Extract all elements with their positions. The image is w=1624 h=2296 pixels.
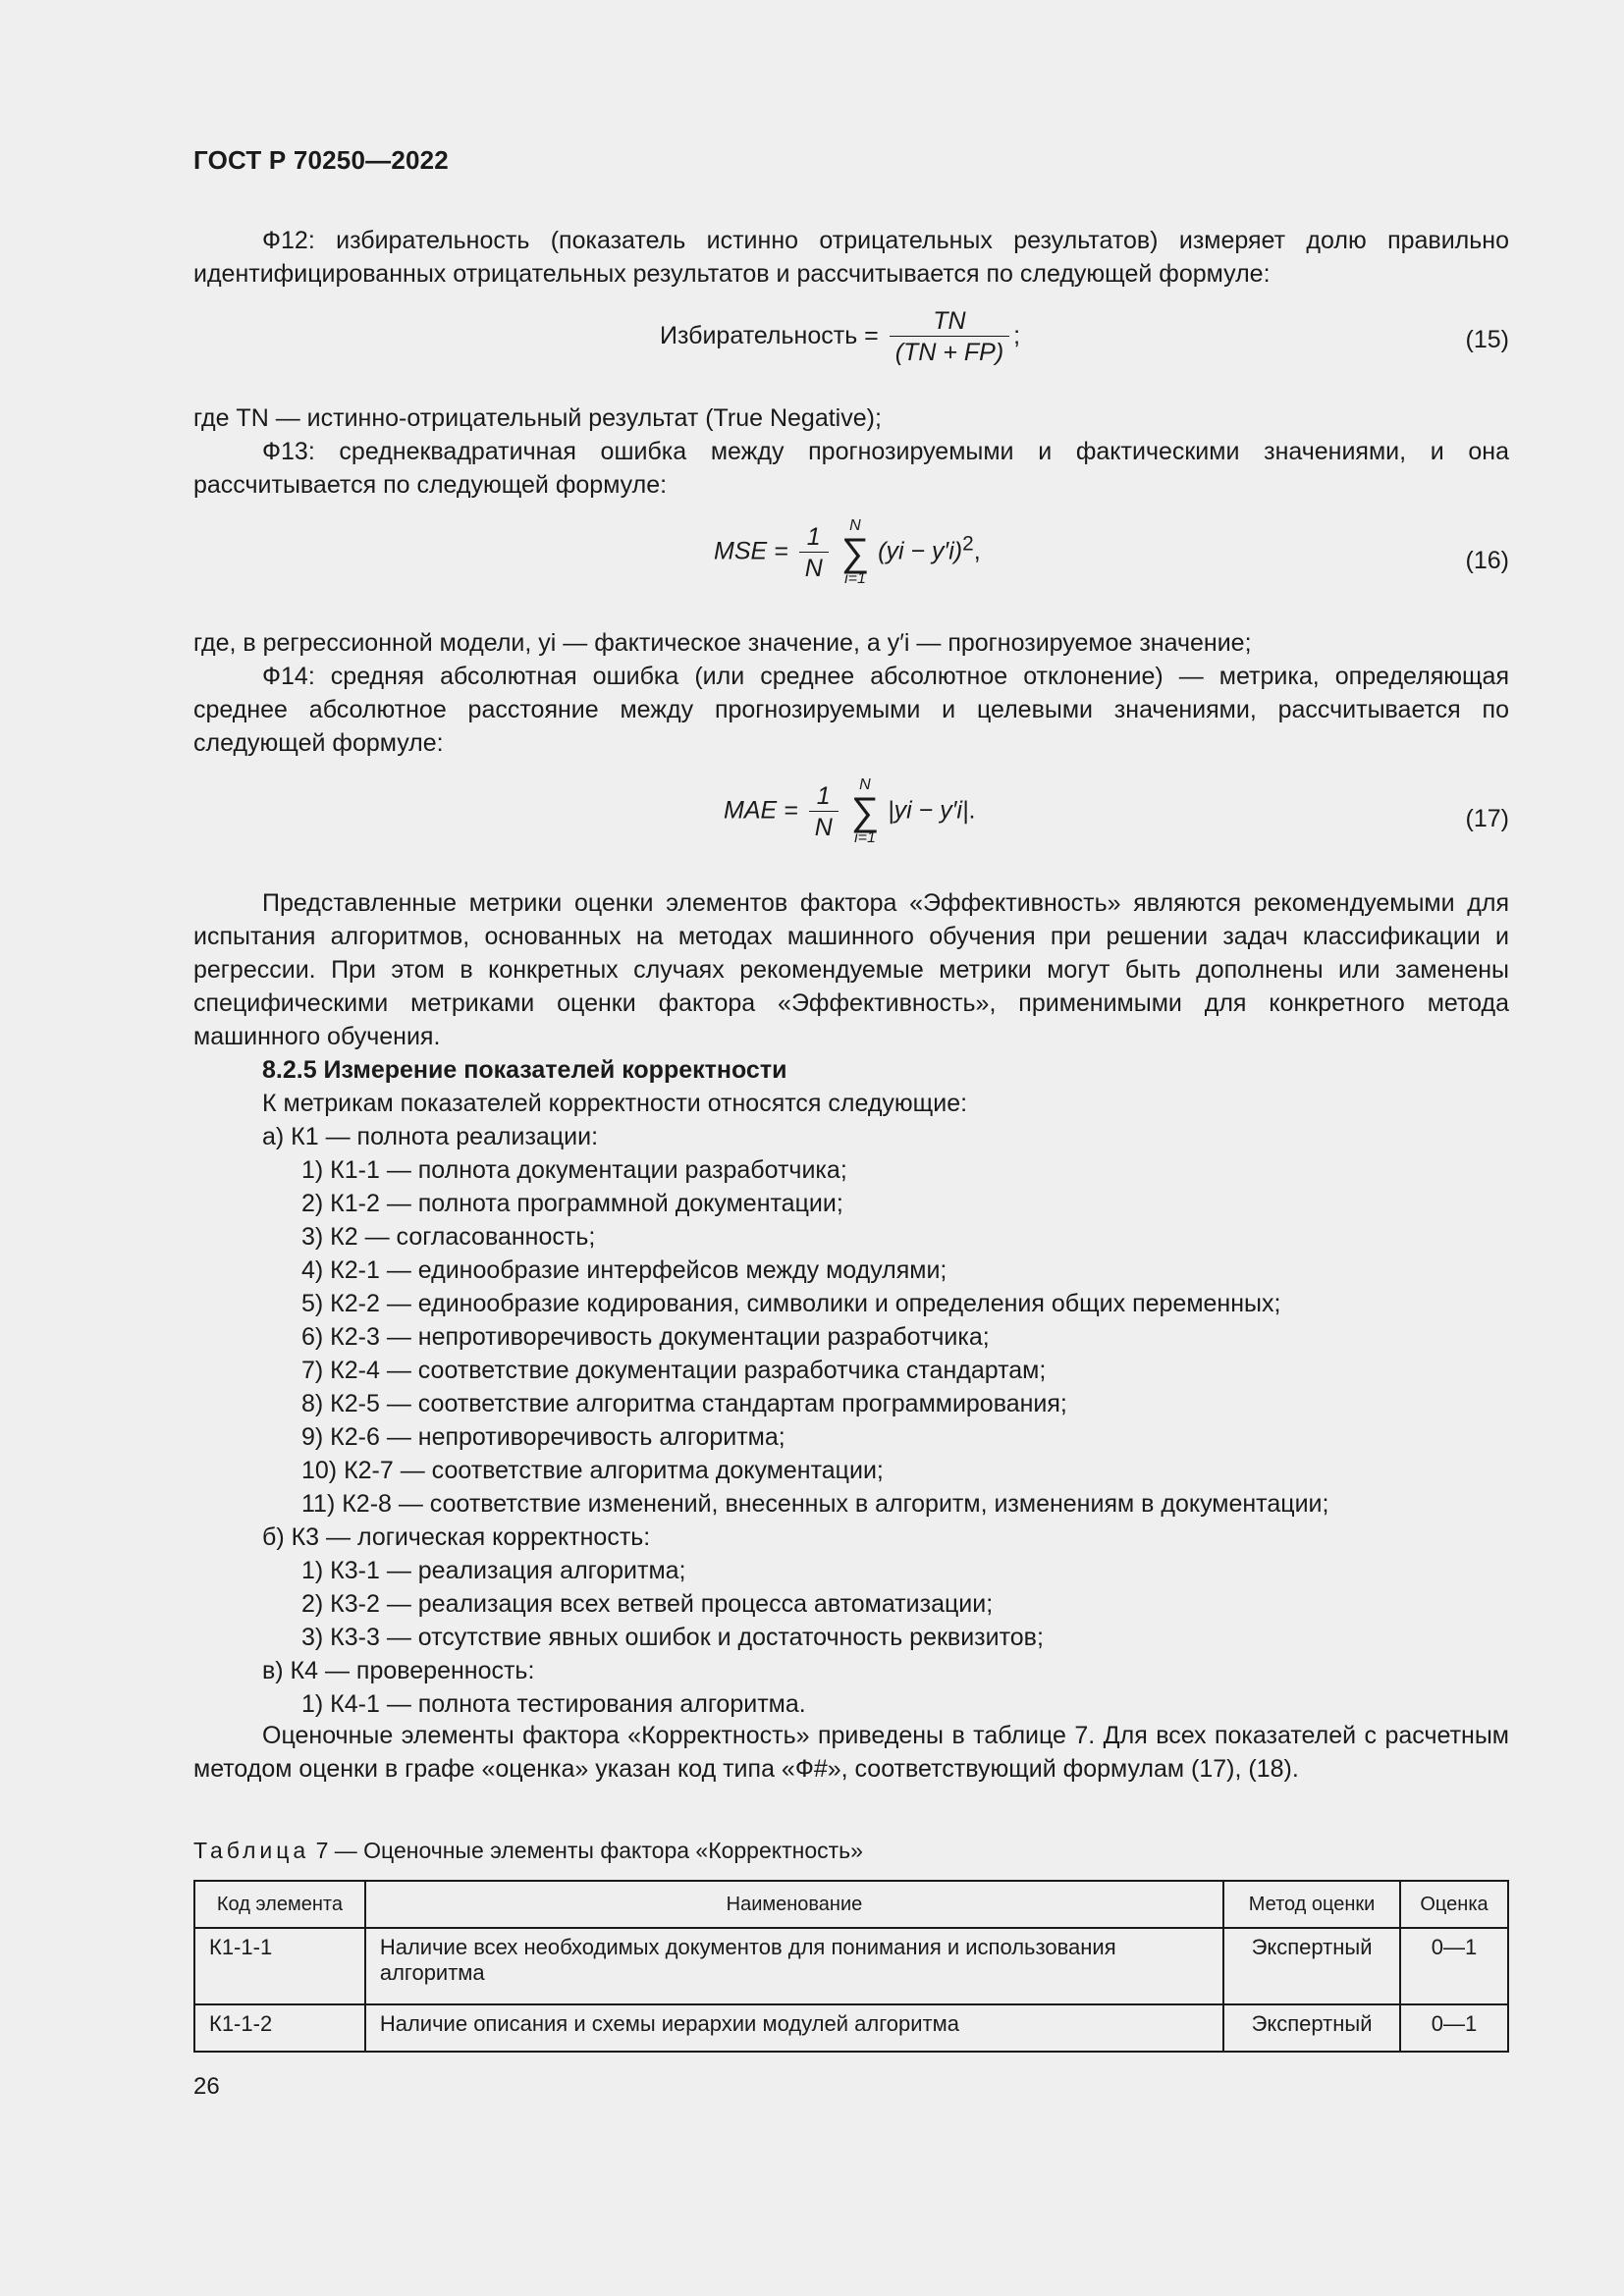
formula-17-fraction (809, 781, 839, 843)
col-header-method: Метод оценки (1223, 1881, 1400, 1928)
list-item: 11) К2-8 — соответствие изменений, внесенных в алгоритм, изменениям в документации; (301, 1490, 1329, 1518)
list-item: 8) К2-5 — соответствие алгоритма стандартам программирования; (301, 1390, 1067, 1417)
cell-code: К1-1-1 (194, 1928, 365, 2004)
list-item: 6) К2-3 — непротиворечивость документации разработчика; (301, 1323, 990, 1351)
list-item: 1) К4-1 — полнота тестирования алгоритма. (301, 1690, 806, 1718)
table-header-row (194, 1881, 1508, 1928)
list-item: в) К4 — проверенность: (262, 1657, 535, 1684)
list-item: 2) К3-2 — реализация всех ветвей процесса автоматизации; (301, 1590, 994, 1618)
list-item: 7) К2-4 — соответствие документации разработчика стандартам; (301, 1357, 1047, 1384)
col-header-score: Оценка (1400, 1881, 1508, 1928)
formula-16-one: 1 (806, 522, 821, 551)
list-item: 1) К1-1 — полнота документации разработчика; (301, 1156, 847, 1184)
formula-16-exponent: 2 (962, 532, 974, 556)
where-regression: где, в регрессионной модели, yi — фактическое значение, а y′i — прогнозируемое значение; (193, 629, 1252, 657)
paragraph-table-ref: Оценочные элементы фактора «Корректность» приведены в таблице 7. Для всех показателей с расчетным методом оценки в графе «оценка» указан код типа «Ф#», соответствующий формулам (17), (18). (193, 1722, 1509, 1783)
table-row (194, 1928, 1508, 2004)
cell-name: Наличие описания и схемы иерархии модулей алгоритма (365, 2004, 1223, 2052)
formula-17-one: 1 (816, 781, 831, 810)
formula-15-denominator: (TN + FP) (890, 336, 1009, 368)
formula-16 (714, 518, 981, 587)
formula-17-body: |yi − y′i| (888, 796, 969, 825)
table-7 (193, 1880, 1509, 2053)
list-item: 9) К2-6 — непротиворечивость алгоритма; (301, 1423, 785, 1451)
cell-score: 0—1 (1400, 1928, 1508, 2004)
list-item: 10) К2-7 — соответствие алгоритма документации; (301, 1457, 884, 1484)
table-caption-text: 7 — Оценочные элементы фактора «Корректность» (315, 1838, 863, 1863)
formula-17 (724, 777, 975, 846)
cell-score: 0—1 (1400, 2004, 1508, 2052)
section-heading: 8.2.5 Измерение показателей корректности (262, 1056, 787, 1084)
cell-name: Наличие всех необходимых документов для понимания и использования алгоритма (365, 1928, 1223, 2004)
formula-16-lhs: MSE = (714, 537, 788, 565)
list-item: а) К1 — полнота реализации: (262, 1123, 599, 1150)
formula-17-sum-top: N (859, 776, 871, 793)
table-caption (193, 1838, 863, 1864)
formula-16-fraction (799, 522, 829, 584)
formula-15-number: (15) (1465, 326, 1509, 353)
list-item: 3) К3-3 — отсутствие явных ошибок и достаточность реквизитов; (301, 1624, 1044, 1651)
page-number: 26 (193, 2073, 220, 2100)
paragraph-f13: Ф13: среднеквадратичная ошибка между прогнозируемыми и фактическими значениями, и она рассчитывается по следующей формуле: (193, 438, 1509, 499)
formula-15 (660, 306, 1020, 368)
paragraph-f14: Ф14: средняя абсолютная ошибка (или среднее абсолютное отклонение) — метрика, определяющая среднее абсолютное расстояние между прогнозируемыми и целевыми значениями, рассчитывается по следующей формуле: (193, 663, 1509, 757)
paragraph-metrics: Представленные метрики оценки элементов фактора «Эффективность» являются рекомендуемыми для испытания алгоритмов, основанных на методах машинного обучения при решении задач классификации и регрессии. При этом в конкретных случаях рекомендуемые метрики могут быть дополнены или заменены специфическими метриками оценки фактора «Эффективность», применимыми для конкретного метода машинного обучения. (193, 889, 1509, 1050)
formula-17-tail: . (968, 796, 976, 825)
formula-17-sum-bottom: i=1 (854, 829, 876, 846)
formula-16-sum (841, 518, 870, 587)
formula-15-fraction (890, 306, 1009, 368)
formula-15-tail: ; (1013, 322, 1021, 350)
list-item: 3) К2 — согласованность; (301, 1223, 596, 1251)
formula-16-sum-top: N (849, 517, 861, 534)
formula-17-sum (851, 777, 880, 846)
col-header-code: Код элемента (194, 1881, 365, 1928)
formula-17-lhs: MAE = (724, 796, 798, 825)
section-intro: К метрикам показателей корректности относятся следующие: (262, 1090, 968, 1117)
list-item: 5) К2-2 — единообразие кодирования, символики и определения общих переменных; (301, 1290, 1281, 1317)
table-caption-word: Таблица (193, 1838, 310, 1863)
formula-16-tail: , (973, 537, 981, 565)
cell-method: Экспертный (1223, 2004, 1400, 2052)
formula-16-sum-bottom: i=1 (844, 570, 866, 587)
formula-17-n: N (809, 811, 839, 843)
formula-15-numerator: TN (933, 307, 966, 335)
sigma-icon: ∑ (850, 790, 880, 833)
col-header-name: Наименование (365, 1881, 1223, 1928)
formula-16-n: N (799, 552, 829, 584)
where-tn: где TN — истинно-отрицательный результат (True Negative); (193, 404, 882, 432)
list-item: 4) К2-1 — единообразие интерфейсов между модулями; (301, 1256, 947, 1284)
formula-16-body: (yi − y′i) (878, 537, 963, 565)
paragraph-f12: Ф12: избирательность (показатель истинно отрицательных результатов) измеряет долю правильно идентифицированных отрицательных результатов и рассчитывается по следующей формуле: (193, 227, 1509, 288)
list-item: 1) К3-1 — реализация алгоритма; (301, 1557, 686, 1584)
cell-code: К1-1-2 (194, 2004, 365, 2052)
document-header: ГОСТ Р 70250—2022 (193, 145, 449, 175)
formula-16-number: (16) (1465, 547, 1509, 574)
list-item: 2) К1-2 — полнота программной документации; (301, 1190, 843, 1217)
formula-15-lhs: Избирательность = (660, 322, 879, 350)
list-item: б) К3 — логическая корректность: (262, 1523, 651, 1551)
formula-17-number: (17) (1465, 805, 1509, 832)
table-row (194, 2004, 1508, 2052)
sigma-icon: ∑ (840, 531, 870, 574)
cell-method: Экспертный (1223, 1928, 1400, 2004)
